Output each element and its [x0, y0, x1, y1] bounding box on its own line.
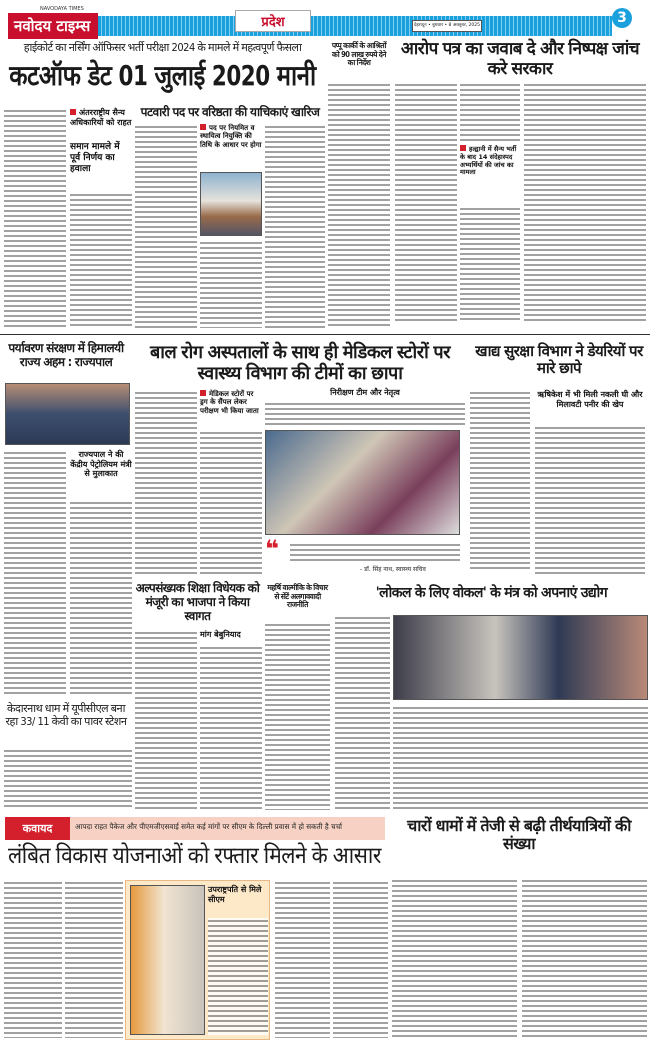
bal-rog-sub: मेडिकल स्टोरों पर ड्रग के सैंपल लेकर परीक्षण भी किया जाता — [200, 390, 262, 415]
lambit-headline: लंबित विकास योजनाओं को रफ्तार मिलने के आसार — [8, 843, 381, 869]
header-stripe-bar — [98, 16, 612, 36]
lead-headline: कटऑफ डेट 01 जुलाई 2020 मानी — [9, 59, 316, 92]
page-number: 3 — [612, 8, 632, 28]
local-body — [335, 615, 390, 810]
quote-byline: - डॉ. सिंह नाथ, स्वास्थ्य सचिव — [360, 566, 426, 573]
lambit-body-4 — [333, 880, 388, 1038]
masthead-small: NAVODAYA TIMES — [40, 6, 84, 12]
khadya-sub: ऋषिकेश में भी मिली नकली घी और मिलावटी पनीर की खेप — [537, 390, 643, 409]
paryavaran-headline: पर्यावरण संरक्षण में हिमालयी राज्य अहम : राज्यपाल — [8, 341, 124, 369]
medical-store-photo — [265, 430, 460, 535]
bal-rog-body — [135, 390, 197, 575]
khadya-body — [470, 390, 530, 570]
quote-icon: ❝ — [265, 535, 280, 563]
alpsankhyak-body — [135, 630, 197, 810]
patwari-headline: पटवारी पद पर वरिष्ठता की याचिकाएं खारिज — [140, 105, 320, 119]
cm-photo-caption — [208, 918, 268, 1035]
chardham-body-2 — [522, 878, 647, 1038]
valmiki-body — [265, 622, 330, 810]
kedarnath-body — [4, 748, 132, 810]
alpsankhyak-headline: अल्पसंख्यक शिक्षा विधेयक को मंजूरी का भाजपा ने किया स्वागत — [135, 581, 260, 623]
aarop-body-3 — [460, 206, 520, 322]
valmiki-headline: महर्षि वाल्मीकि के विचार से सेंटें अलगाववादी राजनीति — [267, 583, 328, 610]
patwari-body-3 — [265, 124, 325, 328]
khadya-headline: खाद्य सुरक्षा विभाग ने डेयरियों पर मारे छापे — [475, 342, 643, 378]
lambit-body — [4, 880, 62, 1038]
karki-body — [328, 82, 390, 328]
bal-rog-headline: बाल रोग अस्पतालों के साथ ही मेडिकल स्टोरों पर स्वास्थ्य विभाग की टीमों का छापा — [150, 342, 450, 384]
aarop-body — [395, 82, 457, 322]
aarop-body-4 — [524, 82, 646, 322]
lambit-body-3 — [275, 880, 330, 1038]
karki-headline: पप्पू कार्की के आश्रितों को 90 लाख रुपये देने का निर्देश — [331, 41, 387, 68]
industry-event-photo — [393, 615, 648, 700]
section-tab — [235, 10, 311, 32]
lead-sub: समान मामले में पूर्व निर्णय का हवाला — [70, 142, 120, 174]
chardham-body — [392, 878, 517, 1038]
kavayad-text: आपदा राहत पैकेज और पीएमजीएसवाई समेत कई मांगों पर सीएम के दिल्ली प्रवास में हो सकती है चर्चा — [75, 822, 343, 831]
aarop-headline: आरोप पत्र का जवाब दे और निष्पक्ष जांच करे सरकार — [400, 39, 640, 79]
cm-photo — [130, 885, 205, 1035]
alpsankhyak-body-2 — [200, 645, 262, 810]
kavayad-label: कवायद — [5, 817, 70, 840]
lead-body — [4, 108, 66, 328]
lead-kicker: हाईकोर्ट का नर्सिंग ऑफिसर भर्ती परीक्षा 2024 के मामले में महत्वपूर्ण फैसला — [23, 41, 302, 54]
lead-body-2 — [70, 192, 132, 328]
divider — [0, 334, 650, 335]
cm-photo-caption-title: उपराष्ट्रपति से मिले सीएम — [208, 885, 262, 904]
kedarnath-headline: केदारनाथ धाम में यूपीसीएल बना रहा 33/ 11 केवी का पावर स्टेशन — [5, 702, 127, 728]
patwari-body-2 — [200, 240, 262, 328]
paryavaran-body-2 — [70, 500, 132, 695]
students-photo — [5, 383, 130, 445]
bal-rog-box-title: निरीक्षण टीम और नेतृत्व — [330, 388, 400, 397]
dateline: देहरादून • बुधवार • 8 अक्तूबर, 2025 — [414, 23, 480, 28]
aarop-sub: हल्द्वानी में सैन्य भर्ती के बाद 14 संदेहास्पद अभ्यर्थियों की जांच का मामला — [460, 145, 520, 177]
bal-rog-body-2 — [200, 430, 262, 575]
lambit-body-2 — [65, 880, 123, 1038]
bal-rog-box-body — [265, 401, 465, 426]
masthead-title: नवोदय टाइम्स — [14, 17, 91, 35]
patwari-body — [135, 124, 197, 328]
paryavaran-body — [4, 450, 66, 695]
khadya-body-2 — [535, 425, 645, 575]
alpsankhyak-sub: मांग बेबुनियाद — [200, 630, 241, 639]
lead-side-box: अंतरराष्ट्रीय सैन्य अधिकारियों को राहत — [70, 108, 132, 127]
paryavaran-sub: राज्यपाल ने की केंद्रीय पेट्रोलियम मंत्री से मुलाकात — [70, 450, 132, 479]
patwari-sub: पद पर नियमित व स्थायित्व नियुक्ति की तिथि के आधार पर होगा — [200, 124, 262, 149]
temple-photo — [200, 172, 262, 236]
section-label: प्रदेश — [261, 15, 285, 30]
local-body-2 — [393, 705, 648, 810]
chardham-headline: चारों धामों में तेजी से बढ़ी तीर्थयात्रियों की संख्या — [407, 816, 631, 854]
local-headline: 'लोकल के लिए वोकल' के मंत्र को अपनाएं उद्योग — [375, 585, 608, 601]
aarop-body-2 — [460, 82, 520, 142]
quote-body — [290, 542, 460, 564]
